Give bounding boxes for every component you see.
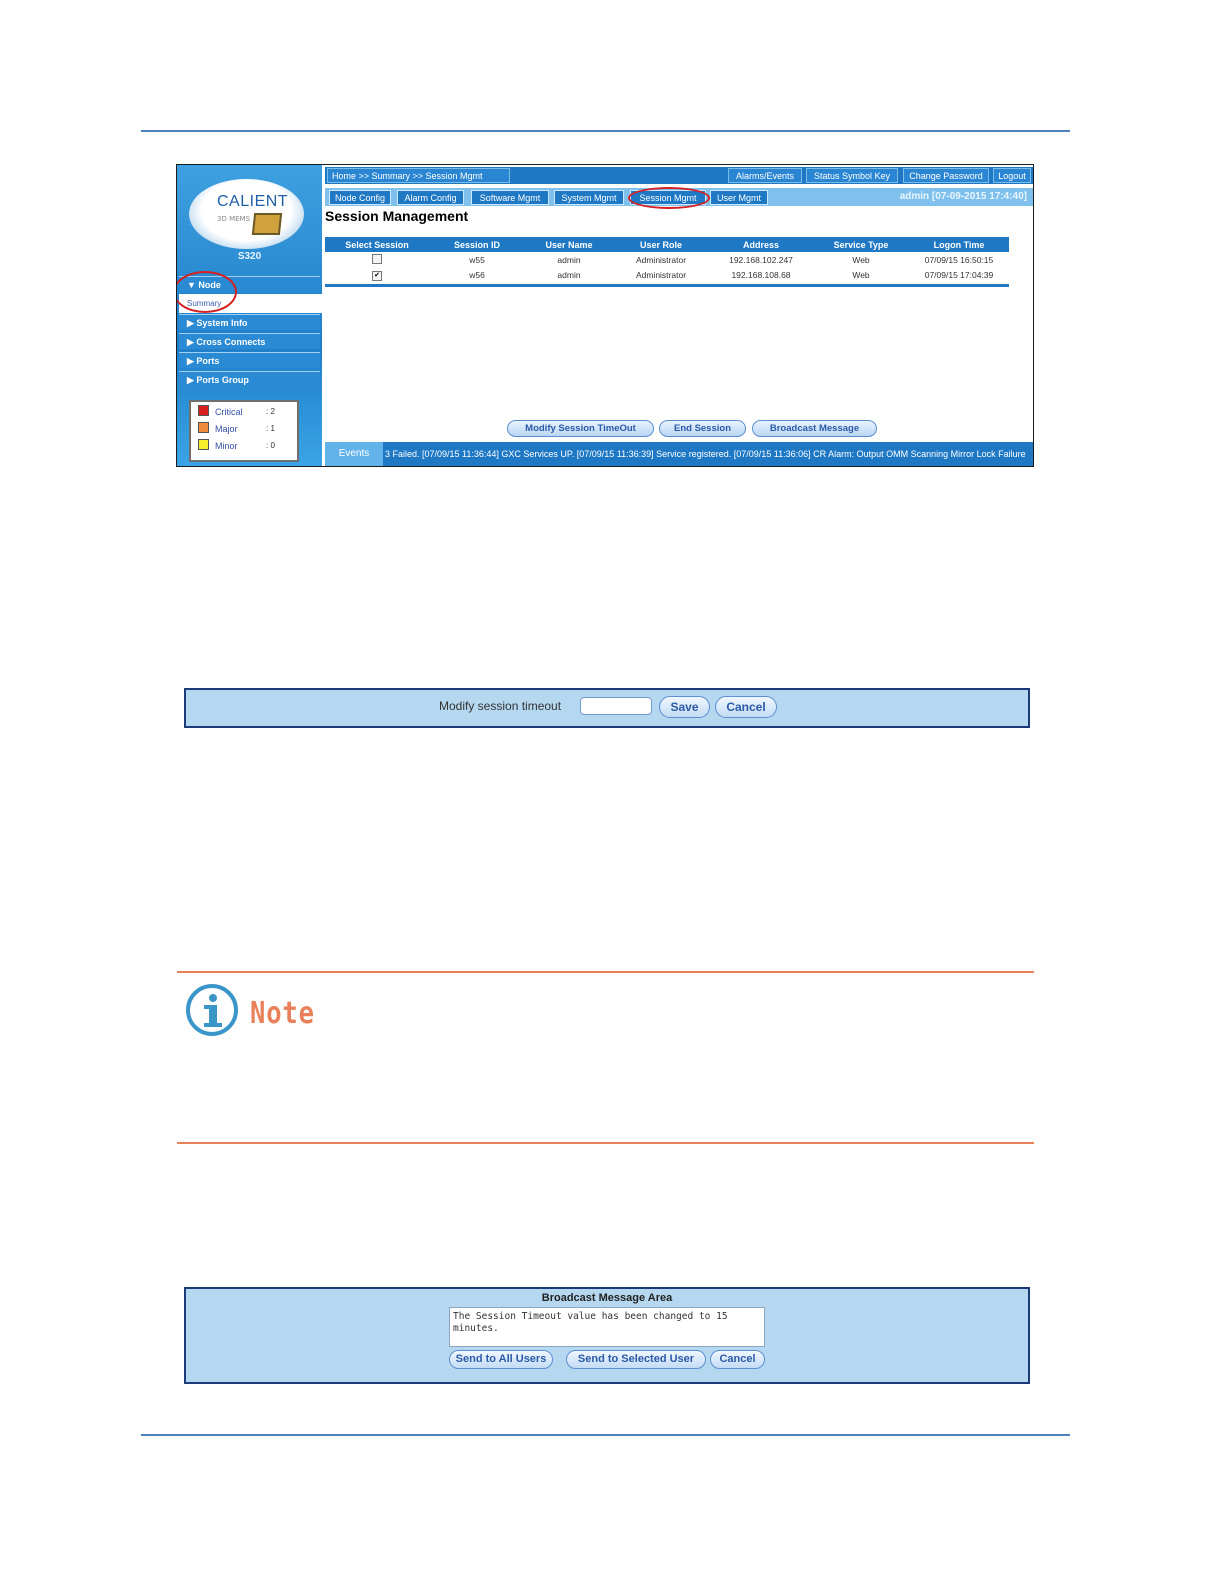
header-rule <box>141 130 1070 132</box>
broadcast-message-textarea[interactable]: The Session Timeout value has been changed to 15 minutes. <box>449 1307 765 1347</box>
breadcrumb[interactable]: Home >> Summary >> Session Mgmt <box>327 168 510 183</box>
status-symbol-key-link[interactable]: Status Symbol Key <box>806 168 898 183</box>
end-session-button[interactable]: End Session <box>659 420 746 437</box>
alarm-summary <box>189 400 299 462</box>
tab-node-config[interactable]: Node Config <box>329 190 391 205</box>
note-heading: Note <box>250 996 315 1031</box>
events-ticker: 3 Failed. [07/09/15 11:36:44] GXC Services UP. [07/09/15 11:36:39] Service registered. [07/09/15 11:36:06] CR Alarm: Output OMM Scanning Mirror Lock Failure <box>385 449 1026 459</box>
send-to-all-users-button[interactable]: Send to All Users <box>449 1350 553 1369</box>
user-name: admin <box>557 269 581 280</box>
address: 192.168.102.247 <box>729 254 793 265</box>
user-name: admin <box>557 254 581 265</box>
table-bottom-rule <box>325 284 1009 287</box>
service-type: Web <box>852 254 870 265</box>
brand-name: CALIENT <box>217 193 289 210</box>
sidebar-item-cross-connects[interactable]: ▶ Cross Connects <box>179 333 320 349</box>
logon-time: 07/09/15 16:50:15 <box>924 254 994 265</box>
table-row[interactable] <box>325 252 1009 267</box>
table-header-row <box>325 237 1009 252</box>
user-timestamp: admin [07-09-2015 17:4:40] <box>899 191 1027 202</box>
sidebar-node-header[interactable]: ▼ Node <box>179 276 320 292</box>
note-bottom-rule <box>177 1142 1034 1144</box>
alarm-major[interactable] <box>198 422 294 436</box>
timeout-label: Modify session timeout <box>439 699 562 713</box>
session-id: w56 <box>469 269 485 280</box>
broadcast-message-button[interactable]: Broadcast Message <box>752 420 877 437</box>
sidebar-item-ports[interactable]: ▶ Ports <box>179 352 320 368</box>
column-header: Logon Time <box>909 237 1009 252</box>
cancel-button[interactable]: Cancel <box>715 696 777 718</box>
tab-alarm-config[interactable]: Alarm Config <box>397 190 464 205</box>
events-label[interactable]: Events <box>325 442 383 466</box>
monitor-icon <box>252 213 282 235</box>
service-type: Web <box>852 269 870 280</box>
user-role: Administrator <box>635 254 687 265</box>
change-password-link[interactable]: Change Password <box>903 168 989 183</box>
model-label: S320 <box>237 251 262 262</box>
broadcast-title: Broadcast Message Area <box>541 1292 673 1304</box>
info-icon <box>186 984 238 1036</box>
column-header: Service Type <box>813 237 909 252</box>
save-button[interactable]: Save <box>659 696 710 718</box>
modify-session-timeout-button[interactable]: Modify Session TimeOut <box>507 420 654 437</box>
highlight-circle <box>628 187 710 209</box>
minor-square-icon <box>198 439 209 450</box>
alarm-count: : 0 <box>266 441 275 450</box>
alarm-minor[interactable] <box>198 439 294 453</box>
column-header: Select Session <box>325 237 429 252</box>
cancel-button[interactable]: Cancel <box>710 1350 765 1369</box>
highlight-circle <box>176 271 237 313</box>
address: 192.168.108.68 <box>731 269 791 280</box>
events-bar <box>325 442 1033 466</box>
critical-square-icon <box>198 405 209 416</box>
logon-time: 07/09/15 17:04:39 <box>924 269 994 280</box>
column-header: Session ID <box>429 237 525 252</box>
send-to-selected-user-button[interactable]: Send to Selected User <box>566 1350 706 1369</box>
note-top-rule <box>177 971 1034 973</box>
tab-system-mgmt[interactable]: System Mgmt <box>554 190 624 205</box>
alarm-label: Major <box>215 424 238 434</box>
major-square-icon <box>198 422 209 433</box>
column-header: User Name <box>525 237 613 252</box>
alarm-count: : 1 <box>266 424 275 433</box>
modify-timeout-screenshot <box>184 688 1030 728</box>
page-title: Session Management <box>325 208 469 224</box>
footer-rule <box>141 1434 1070 1436</box>
table-row[interactable] <box>325 267 1009 282</box>
alarm-label: Minor <box>215 441 238 451</box>
session-id: w55 <box>469 254 485 265</box>
logout-link[interactable]: Logout <box>993 168 1031 183</box>
calient-logo <box>189 179 304 249</box>
tab-session-mgmt[interactable]: Session Mgmt <box>630 190 706 205</box>
session-checkbox[interactable] <box>372 254 382 264</box>
timeout-input[interactable] <box>580 697 652 715</box>
column-header: User Role <box>613 237 709 252</box>
session-table <box>325 237 1009 282</box>
session-checkbox[interactable]: ✔ <box>372 271 382 281</box>
alarm-critical[interactable] <box>198 405 294 419</box>
sidebar-item-summary[interactable]: Summary <box>179 294 322 313</box>
user-role: Administrator <box>635 269 687 280</box>
alarm-label: Critical <box>215 407 243 417</box>
broadcast-message-screenshot <box>184 1287 1030 1384</box>
tab-software-mgmt[interactable]: Software Mgmt <box>471 190 549 205</box>
tab-user-mgmt[interactable]: User Mgmt <box>710 190 768 205</box>
left-panel <box>177 165 322 466</box>
brand-subtitle: 3D MEMS <box>217 215 251 223</box>
sidebar-item-system-info[interactable]: ▶ System Info <box>179 314 320 330</box>
alarms-events-link[interactable]: Alarms/Events <box>728 168 802 183</box>
column-header: Address <box>709 237 813 252</box>
alarm-count: : 2 <box>266 407 275 416</box>
sidebar-item-ports-group[interactable]: ▶ Ports Group <box>179 371 320 387</box>
session-management-screenshot <box>176 164 1034 467</box>
